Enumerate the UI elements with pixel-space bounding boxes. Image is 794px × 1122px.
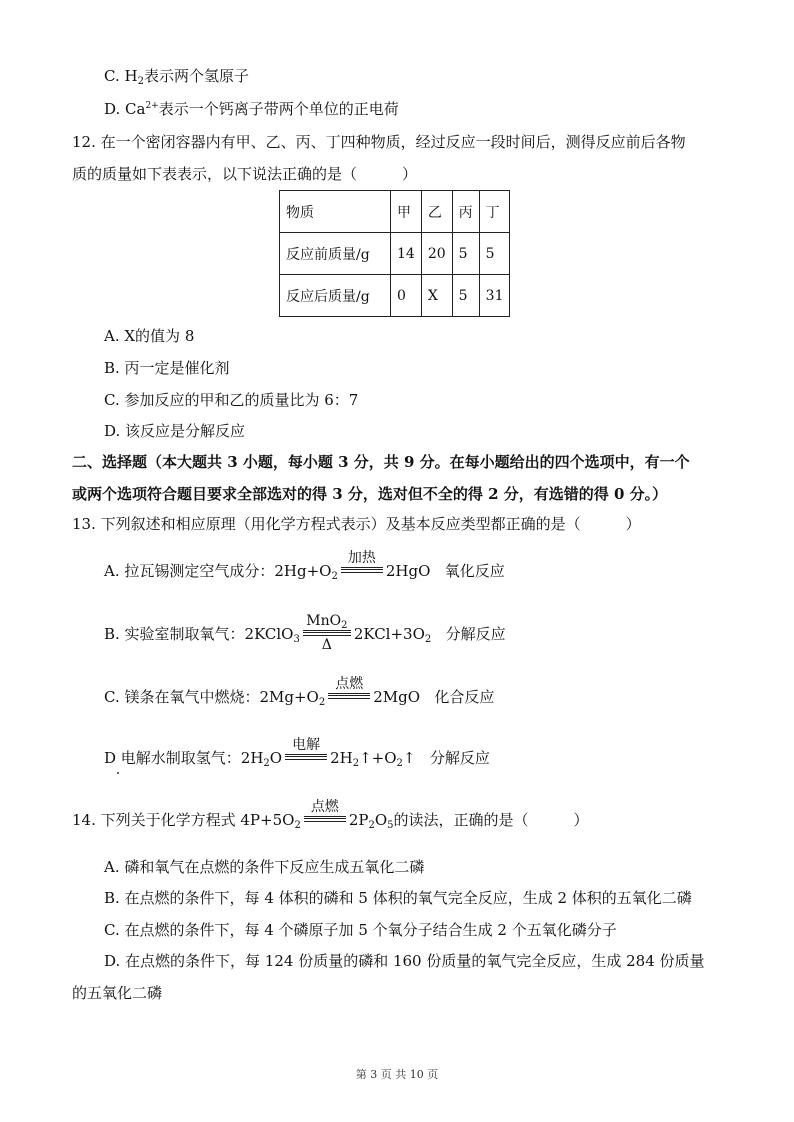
table-cell: 反应后质量/g [280, 275, 391, 317]
q14-option-d-line1: D. 在点燃的条件下，每 124 份质量的磷和 160 份质量的氧气完全反应，生成 284 份质量 [104, 952, 705, 970]
table-cell: 丁 [479, 191, 510, 233]
q14-stem: 14. 下列关于化学方程式 $4P+5O_2$ 点燃 $2P_2O_5$的读法，正确的是（ ） [72, 799, 589, 831]
q12-option-c: C. 参加反应的甲和乙的质量比为 6：7 [104, 391, 359, 409]
table-row [280, 233, 510, 275]
table-cell: 0 [391, 275, 422, 317]
q11-option-c: C. $H_2$表示两个氢原子 [104, 67, 249, 87]
q13-stem: 13. 下列叙述和相应原理（用化学方程式表示）及基本反应类型都正确的是（ ） [72, 515, 641, 533]
table-cell: 丙 [452, 191, 479, 233]
q14-option-b: B. 在点燃的条件下，每 4 体积的磷和 5 体积的氧气完全反应，生成 2 体积的五氧化二磷 [104, 889, 692, 907]
table-row [280, 275, 510, 317]
table-cell: 5 [452, 233, 479, 275]
stray-dot [117, 772, 119, 774]
table-cell: 5 [479, 233, 510, 275]
q14-option-d-line2: 的五氧化二磷 [72, 984, 163, 1002]
q12-stem-line1: 12. 在一个密闭容器内有甲、乙、丙、丁四种物质，经过反应一段时间后，测得反应前后各物 [72, 133, 686, 151]
q14-option-a: A. 磷和氧气在点燃的条件下反应生成五氧化二磷 [104, 858, 425, 876]
reaction-condition: 电解 [283, 747, 329, 763]
page-number-footer: 第 3 页 共 10 页 [355, 1068, 439, 1081]
q13-option-d: D 电解水制取氢气：$2H_2O$ 电解 $2H_2↑+O_2↑$ 分解反应 [104, 737, 490, 769]
section-heading-line1: 二、选择题（本大题共 3 小题，每小题 3 分，共 9 分。在每小题给出的四个选项中，有一个 [72, 453, 690, 471]
table-cell: 31 [479, 275, 510, 317]
q12-option-d: D. 该反应是分解反应 [104, 422, 246, 440]
q13-option-b: B. 实验室制取氧气：2KClO$_3$ MnO$_2$ Δ $2KCl+3O_2$ 分解反应 [104, 613, 506, 653]
table-header-row [280, 191, 510, 233]
q11-option-d: D. $Ca^{2+}$表示一个钙离子带两个单位的正电荷 [104, 100, 399, 118]
table-cell: 物质 [280, 191, 391, 233]
q14-option-c: C. 在点燃的条件下，每 4 个磷原子加 5 个氧分子结合生成 2 个五氧化磷分子 [104, 921, 617, 939]
table-cell: X [421, 275, 452, 317]
table-cell: 甲 [391, 191, 422, 233]
q12-mass-table [279, 190, 510, 317]
q13-option-a: A. 拉瓦锡测定空气成分：$2Hg+O_2$ 加热 2HgO 氧化反应 [104, 550, 505, 582]
q12-option-b: B. 丙一定是催化剂 [104, 359, 230, 377]
reaction-condition: MnO$_2$ Δ [301, 623, 353, 639]
q12-option-a: A. X的值为 8 [104, 327, 195, 345]
reaction-condition: 加热 [339, 560, 385, 576]
table-cell: 5 [452, 275, 479, 317]
q13-option-c: C. 镁条在氧气中燃烧：$2Mg+O_2$ 点燃 2MgO 化合反应 [104, 676, 495, 708]
q12-stem-line2: 质的质量如下表表示，以下说法正确的是（ ） [72, 165, 418, 183]
table-cell: 反应前质量/g [280, 233, 391, 275]
table-cell: 14 [391, 233, 422, 275]
reaction-condition: 点燃 [302, 809, 348, 825]
table-cell: 乙 [421, 191, 452, 233]
table-cell: 20 [421, 233, 452, 275]
section-heading-line2: 或两个选项符合题目要求全部选对的得 3 分，选对但不全的得 2 分，有选错的得 0 分。） [72, 485, 668, 503]
reaction-condition: 点燃 [326, 686, 372, 702]
